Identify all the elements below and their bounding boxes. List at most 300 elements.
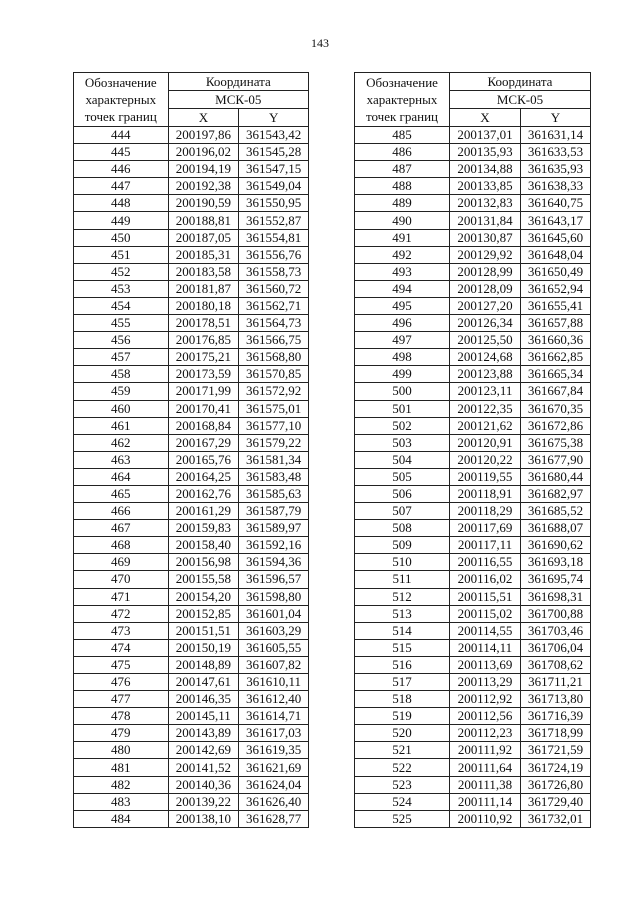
table-row	[74, 742, 309, 759]
x-coordinate: 200151,51	[168, 622, 239, 639]
table-row	[74, 400, 309, 417]
x-coordinate: 200141,52	[168, 759, 239, 776]
x-coordinate: 200135,93	[450, 144, 521, 161]
coordinate-group-header: Координата	[450, 73, 591, 91]
y-coordinate: 361693,18	[521, 554, 591, 571]
x-coordinate: 200164,25	[168, 468, 239, 485]
y-coordinate: 361711,21	[521, 674, 591, 691]
y-coordinate: 361628,77	[239, 810, 309, 827]
table-row	[74, 332, 309, 349]
y-coordinate: 361570,85	[239, 366, 309, 383]
y-coordinate: 361690,62	[521, 537, 591, 554]
y-coordinate: 361662,85	[521, 349, 591, 366]
x-coordinate: 200112,92	[450, 691, 521, 708]
y-coordinate: 361732,01	[521, 810, 591, 827]
point-number: 523	[355, 776, 450, 793]
table-row	[355, 229, 591, 246]
x-coordinate: 200134,88	[450, 161, 521, 178]
y-coordinate: 361587,79	[239, 503, 309, 520]
y-coordinate: 361706,04	[521, 639, 591, 656]
point-number: 444	[74, 127, 169, 144]
point-label-header-line3: точек границ	[84, 109, 157, 124]
x-coordinate: 200148,89	[168, 656, 239, 673]
table-row	[74, 605, 309, 622]
y-coordinate: 361657,88	[521, 315, 591, 332]
point-number: 494	[355, 280, 450, 297]
x-coordinate: 200121,62	[450, 417, 521, 434]
x-coordinate: 200170,41	[168, 400, 239, 417]
point-number: 502	[355, 417, 450, 434]
table-row	[355, 212, 591, 229]
point-number: 497	[355, 332, 450, 349]
y-coordinate: 361660,36	[521, 332, 591, 349]
x-coordinate: 200117,11	[450, 537, 521, 554]
y-coordinate: 361638,33	[521, 178, 591, 195]
table-row	[355, 622, 591, 639]
y-coordinate: 361545,28	[239, 144, 309, 161]
table-row	[355, 485, 591, 502]
table-row	[355, 315, 591, 332]
table-row	[355, 349, 591, 366]
table-row	[355, 246, 591, 263]
point-number: 509	[355, 537, 450, 554]
y-coordinate: 361643,17	[521, 212, 591, 229]
table-row	[74, 503, 309, 520]
point-number: 473	[74, 622, 169, 639]
table-row	[74, 280, 309, 297]
table-row	[74, 161, 309, 178]
x-coordinate: 200122,35	[450, 400, 521, 417]
point-number: 471	[74, 588, 169, 605]
x-coordinate: 200154,20	[168, 588, 239, 605]
point-number: 493	[355, 263, 450, 280]
y-coordinate: 361592,16	[239, 537, 309, 554]
table-row	[355, 434, 591, 451]
y-coordinate: 361607,82	[239, 656, 309, 673]
x-coordinate: 200118,29	[450, 503, 521, 520]
y-coordinate: 361621,69	[239, 759, 309, 776]
y-coordinate: 361640,75	[521, 195, 591, 212]
y-coordinate: 361667,84	[521, 383, 591, 400]
x-column-header: X	[168, 109, 239, 127]
table-row	[355, 280, 591, 297]
table-row	[355, 691, 591, 708]
y-coordinate: 361631,14	[521, 127, 591, 144]
point-number: 521	[355, 742, 450, 759]
point-number: 506	[355, 485, 450, 502]
point-number: 483	[74, 793, 169, 810]
y-coordinate: 361603,29	[239, 622, 309, 639]
x-coordinate: 200123,88	[450, 366, 521, 383]
x-coordinate: 200152,85	[168, 605, 239, 622]
y-coordinate: 361635,93	[521, 161, 591, 178]
x-coordinate: 200145,11	[168, 708, 239, 725]
table-row	[355, 503, 591, 520]
point-number: 518	[355, 691, 450, 708]
point-number: 519	[355, 708, 450, 725]
y-coordinate: 361716,39	[521, 708, 591, 725]
x-coordinate: 200114,55	[450, 622, 521, 639]
table-row	[355, 332, 591, 349]
table-row	[74, 708, 309, 725]
x-coordinate: 200131,84	[450, 212, 521, 229]
table-row	[74, 571, 309, 588]
y-coordinate: 361726,80	[521, 776, 591, 793]
point-number: 489	[355, 195, 450, 212]
y-coordinate: 361677,90	[521, 451, 591, 468]
table-row	[74, 246, 309, 263]
x-coordinate: 200196,02	[168, 144, 239, 161]
coordinate-group-header: Координата	[168, 73, 308, 91]
point-number: 465	[74, 485, 169, 502]
table-row	[74, 793, 309, 810]
table-row	[355, 776, 591, 793]
y-coordinate: 361652,94	[521, 280, 591, 297]
point-number: 513	[355, 605, 450, 622]
x-coordinate: 200155,58	[168, 571, 239, 588]
point-number: 457	[74, 349, 169, 366]
point-number: 470	[74, 571, 169, 588]
y-coordinate: 361596,57	[239, 571, 309, 588]
x-coordinate: 200185,31	[168, 246, 239, 263]
x-coordinate: 200123,11	[450, 383, 521, 400]
x-coordinate: 200126,34	[450, 315, 521, 332]
coordinate-system-header: МСК-05	[450, 91, 591, 109]
x-coordinate: 200138,10	[168, 810, 239, 827]
point-label-header-line2: характерных	[85, 92, 157, 107]
point-number: 496	[355, 315, 450, 332]
x-coordinate: 200137,01	[450, 127, 521, 144]
y-coordinate: 361612,40	[239, 691, 309, 708]
table-row	[74, 656, 309, 673]
table-row	[74, 639, 309, 656]
table-row	[355, 810, 591, 827]
point-number: 450	[74, 229, 169, 246]
point-number: 477	[74, 691, 169, 708]
table-row	[74, 588, 309, 605]
x-coordinate: 200197,86	[168, 127, 239, 144]
y-coordinate: 361560,72	[239, 280, 309, 297]
table-row	[355, 588, 591, 605]
table-row	[355, 742, 591, 759]
x-coordinate: 200124,68	[450, 349, 521, 366]
table-row	[355, 178, 591, 195]
y-coordinate: 361685,52	[521, 503, 591, 520]
point-number: 524	[355, 793, 450, 810]
y-column-header: Y	[239, 109, 309, 127]
y-coordinate: 361626,40	[239, 793, 309, 810]
table-row	[74, 759, 309, 776]
y-coordinate: 361575,01	[239, 400, 309, 417]
table-row	[355, 571, 591, 588]
table-row	[74, 691, 309, 708]
point-number: 451	[74, 246, 169, 263]
point-number: 446	[74, 161, 169, 178]
point-number: 510	[355, 554, 450, 571]
x-coordinate: 200156,98	[168, 554, 239, 571]
y-coordinate: 361713,80	[521, 691, 591, 708]
point-number: 508	[355, 520, 450, 537]
point-number: 456	[74, 332, 169, 349]
table-row	[355, 759, 591, 776]
x-coordinate: 200178,51	[168, 315, 239, 332]
table-row	[74, 810, 309, 827]
table-row	[74, 554, 309, 571]
y-coordinate: 361698,31	[521, 588, 591, 605]
x-coordinate: 200142,69	[168, 742, 239, 759]
y-coordinate: 361589,97	[239, 520, 309, 537]
point-number: 454	[74, 297, 169, 314]
x-coordinate: 200111,64	[450, 759, 521, 776]
y-coordinate: 361558,73	[239, 263, 309, 280]
x-coordinate: 200111,92	[450, 742, 521, 759]
coordinates-body-left	[74, 127, 309, 828]
y-coordinate: 361695,74	[521, 571, 591, 588]
table-row	[74, 434, 309, 451]
point-label-header-line1: Обозначение	[366, 75, 438, 90]
point-number: 453	[74, 280, 169, 297]
point-number: 445	[74, 144, 169, 161]
table-row	[355, 554, 591, 571]
x-coordinate: 200165,76	[168, 451, 239, 468]
table-row	[74, 178, 309, 195]
x-coordinate: 200117,69	[450, 520, 521, 537]
table-row	[74, 315, 309, 332]
coordinates-table-right	[354, 72, 591, 828]
table-row	[74, 451, 309, 468]
y-coordinate: 361568,80	[239, 349, 309, 366]
y-coordinate: 361547,15	[239, 161, 309, 178]
table-row	[74, 520, 309, 537]
x-coordinate: 200115,02	[450, 605, 521, 622]
x-coordinate: 200192,38	[168, 178, 239, 195]
table-row	[355, 383, 591, 400]
x-coordinate: 200173,59	[168, 366, 239, 383]
x-coordinate: 200194,19	[168, 161, 239, 178]
y-coordinate: 361619,35	[239, 742, 309, 759]
y-coordinate: 361645,60	[521, 229, 591, 246]
table-row	[355, 468, 591, 485]
x-coordinate: 200147,61	[168, 674, 239, 691]
table-row	[74, 212, 309, 229]
x-coordinate: 200130,87	[450, 229, 521, 246]
x-column-header: X	[450, 109, 521, 127]
point-number: 520	[355, 725, 450, 742]
y-coordinate: 361708,62	[521, 656, 591, 673]
point-number: 472	[74, 605, 169, 622]
table-row	[74, 195, 309, 212]
y-coordinate: 361688,07	[521, 520, 591, 537]
table-row	[355, 366, 591, 383]
y-coordinate: 361680,44	[521, 468, 591, 485]
table-row	[74, 297, 309, 314]
point-number: 515	[355, 639, 450, 656]
point-number: 495	[355, 297, 450, 314]
x-coordinate: 200175,21	[168, 349, 239, 366]
point-number: 475	[74, 656, 169, 673]
x-coordinate: 200162,76	[168, 485, 239, 502]
table-row	[74, 229, 309, 246]
table-row	[355, 639, 591, 656]
point-number: 482	[74, 776, 169, 793]
y-coordinate: 361610,11	[239, 674, 309, 691]
table-row	[355, 451, 591, 468]
table-row	[74, 468, 309, 485]
x-coordinate: 200176,85	[168, 332, 239, 349]
x-coordinate: 200133,85	[450, 178, 521, 195]
coordinate-system-header: МСК-05	[168, 91, 308, 109]
point-number: 480	[74, 742, 169, 759]
point-number: 449	[74, 212, 169, 229]
x-coordinate: 200168,84	[168, 417, 239, 434]
table-row	[355, 297, 591, 314]
table-row	[355, 537, 591, 554]
x-coordinate: 200120,91	[450, 434, 521, 451]
point-number: 467	[74, 520, 169, 537]
x-coordinate: 200146,35	[168, 691, 239, 708]
x-coordinate: 200171,99	[168, 383, 239, 400]
x-coordinate: 200158,40	[168, 537, 239, 554]
x-coordinate: 200125,50	[450, 332, 521, 349]
x-coordinate: 200161,29	[168, 503, 239, 520]
point-label-header-line3: точек границ	[365, 109, 439, 124]
point-number: 511	[355, 571, 450, 588]
y-coordinate: 361549,04	[239, 178, 309, 195]
table-row	[355, 161, 591, 178]
point-number: 501	[355, 400, 450, 417]
point-number: 464	[74, 468, 169, 485]
point-number: 490	[355, 212, 450, 229]
point-number: 484	[74, 810, 169, 827]
y-coordinate: 361703,46	[521, 622, 591, 639]
page-number: 143	[311, 36, 329, 50]
point-number: 452	[74, 263, 169, 280]
point-label-header	[74, 73, 169, 127]
table-row	[355, 127, 591, 144]
point-number: 507	[355, 503, 450, 520]
x-coordinate: 200128,99	[450, 263, 521, 280]
y-coordinate: 361617,03	[239, 725, 309, 742]
x-coordinate: 200118,91	[450, 485, 521, 502]
y-coordinate: 361552,87	[239, 212, 309, 229]
y-coordinate: 361579,22	[239, 434, 309, 451]
table-row	[74, 349, 309, 366]
x-coordinate: 200120,22	[450, 451, 521, 468]
x-coordinate: 200167,29	[168, 434, 239, 451]
y-coordinate: 361670,35	[521, 400, 591, 417]
y-coordinate: 361624,04	[239, 776, 309, 793]
y-coordinate: 361724,19	[521, 759, 591, 776]
point-number: 476	[74, 674, 169, 691]
coordinates-table-left	[73, 72, 309, 828]
y-coordinate: 361682,97	[521, 485, 591, 502]
point-number: 481	[74, 759, 169, 776]
table-row	[74, 537, 309, 554]
table-row	[355, 263, 591, 280]
y-coordinate: 361543,42	[239, 127, 309, 144]
point-number: 492	[355, 246, 450, 263]
table-row	[74, 127, 309, 144]
x-coordinate: 200188,81	[168, 212, 239, 229]
point-number: 500	[355, 383, 450, 400]
x-coordinate: 200111,14	[450, 793, 521, 810]
y-coordinate: 361729,40	[521, 793, 591, 810]
point-label-header	[355, 73, 450, 127]
point-number: 505	[355, 468, 450, 485]
y-coordinate: 361554,81	[239, 229, 309, 246]
y-coordinate: 361583,48	[239, 468, 309, 485]
y-coordinate: 361648,04	[521, 246, 591, 263]
point-number: 478	[74, 708, 169, 725]
x-coordinate: 200187,05	[168, 229, 239, 246]
point-number: 468	[74, 537, 169, 554]
y-column-header: Y	[521, 109, 591, 127]
y-coordinate: 361601,04	[239, 605, 309, 622]
y-coordinate: 361585,63	[239, 485, 309, 502]
table-row	[355, 656, 591, 673]
coordinates-body-right	[355, 127, 591, 828]
y-coordinate: 361581,34	[239, 451, 309, 468]
y-coordinate: 361598,80	[239, 588, 309, 605]
x-coordinate: 200190,59	[168, 195, 239, 212]
point-number: 487	[355, 161, 450, 178]
point-number: 485	[355, 127, 450, 144]
y-coordinate: 361665,34	[521, 366, 591, 383]
table-row	[355, 708, 591, 725]
y-coordinate: 361721,59	[521, 742, 591, 759]
x-coordinate: 200128,09	[450, 280, 521, 297]
point-number: 525	[355, 810, 450, 827]
table-row	[355, 417, 591, 434]
x-coordinate: 200180,18	[168, 297, 239, 314]
x-coordinate: 200115,51	[450, 588, 521, 605]
point-number: 455	[74, 315, 169, 332]
x-coordinate: 200150,19	[168, 639, 239, 656]
y-coordinate: 361564,73	[239, 315, 309, 332]
table-row	[355, 793, 591, 810]
table-row	[355, 400, 591, 417]
x-coordinate: 200143,89	[168, 725, 239, 742]
point-number: 466	[74, 503, 169, 520]
point-number: 447	[74, 178, 169, 195]
table-row	[74, 674, 309, 691]
y-coordinate: 361614,71	[239, 708, 309, 725]
x-coordinate: 200116,55	[450, 554, 521, 571]
y-coordinate: 361577,10	[239, 417, 309, 434]
x-coordinate: 200139,22	[168, 793, 239, 810]
point-number: 488	[355, 178, 450, 195]
x-coordinate: 200127,20	[450, 297, 521, 314]
x-coordinate: 200129,92	[450, 246, 521, 263]
x-coordinate: 200111,38	[450, 776, 521, 793]
point-number: 462	[74, 434, 169, 451]
table-row	[355, 674, 591, 691]
x-coordinate: 200159,83	[168, 520, 239, 537]
table-row	[355, 725, 591, 742]
y-coordinate: 361672,86	[521, 417, 591, 434]
table-row	[74, 144, 309, 161]
table-row	[74, 366, 309, 383]
y-coordinate: 361718,99	[521, 725, 591, 742]
x-coordinate: 200116,02	[450, 571, 521, 588]
y-coordinate: 361550,95	[239, 195, 309, 212]
point-number: 486	[355, 144, 450, 161]
x-coordinate: 200114,11	[450, 639, 521, 656]
point-number: 517	[355, 674, 450, 691]
table-row	[355, 605, 591, 622]
point-number: 459	[74, 383, 169, 400]
point-number: 514	[355, 622, 450, 639]
